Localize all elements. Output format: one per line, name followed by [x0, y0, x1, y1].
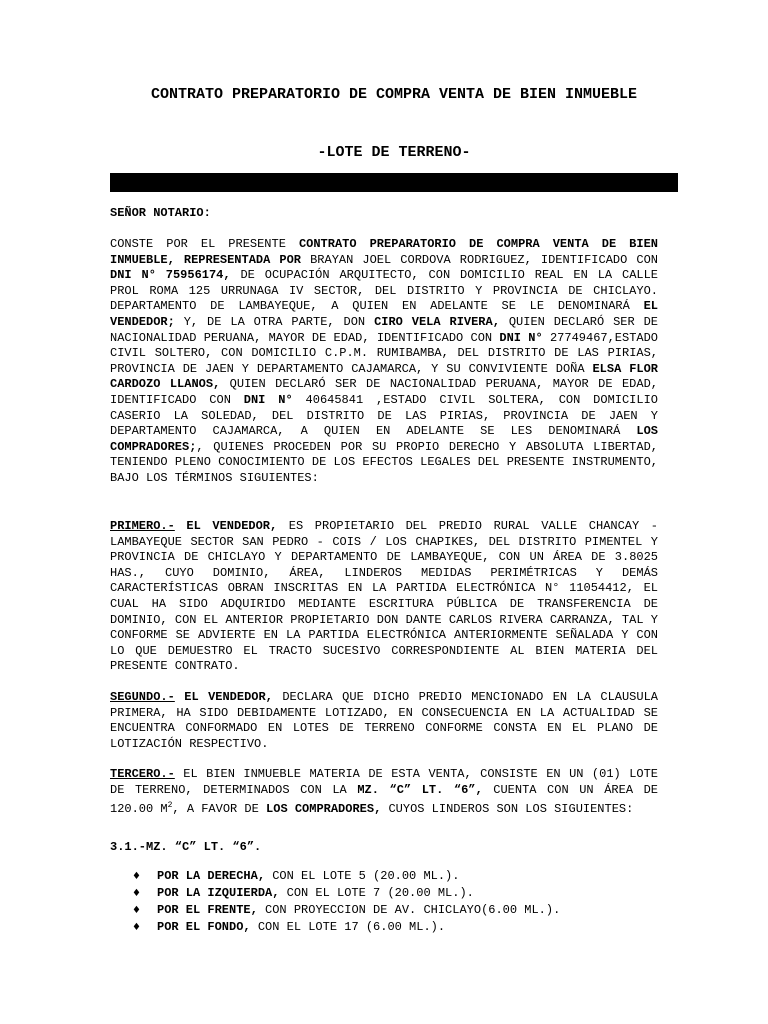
intro-bold: ELSA FLOR CARDOZO LLANOS, [110, 361, 658, 392]
clause-heading: SEGUNDO.- [110, 690, 175, 704]
clause-text: , A FAVOR DE [172, 802, 267, 817]
clause-bold: MZ. “C” LT. “6”, [357, 782, 483, 797]
bullet-bold: POR EL FONDO, [157, 920, 251, 934]
clause-segundo [110, 690, 658, 752]
intro-text: 40645841 ,ESTADO CIVIL SOLTERA, CON DOMICILIO CASERIO LA SOLEDAD, DEL DISTRITO DE LAS PIRIAS, PROVINCIA DE JAEN Y DEPARTAMENTO CAJAMARCA, A QUIEN EN ADELANTE SE LES DENOMINARÁ [110, 392, 658, 439]
section-heading: 3.1.-MZ. “C” LT. “6”. [110, 840, 262, 854]
intro-text: , QUIENES PROCEDEN POR SU PROPIO DERECHO Y ABSOLUTA LIBERTAD, TENIENDO PLENO CONOCIMIENTO DE LOS EFECTOS LEGALES DEL PRESENTE INSTRUMENTO, BAJO LOS TÉRMINOS SIGUIENTES: [110, 439, 658, 485]
clause-bold: EL VENDEDOR, [174, 690, 273, 704]
list-item [132, 919, 692, 936]
intro-text: QUIEN DECLARÓ SER DE NACIONALIDAD PERUANA, MAYOR DE EDAD, IDENTIFICADO CON [110, 377, 658, 407]
clause-text: CUENTA CON UN ÁREA DE 120.00 M [110, 782, 659, 817]
document-title: CONTRATO PREPARATORIO DE COMPRA VENTA DE BIEN INMUEBLE [150, 86, 638, 103]
diamond-bullet-icon: ♦ [132, 905, 141, 916]
superscript: 2 [167, 801, 173, 811]
diamond-bullet-icon: ♦ [132, 888, 141, 899]
bullet-bold: POR LA DERECHA, [157, 869, 266, 883]
intro-bold: CONTRATO PREPARATORIO DE COMPRA VENTA DE BIEN INMUEBLE, REPRESENTADA POR [110, 237, 658, 267]
intro-text: DE OCUPACIÓN ARQUITECTO, CON DOMICILIO REAL EN LA CALLE PROL ROMA 125 URRUNAGA IV SECTOR, DEL DISTRITO Y PROVINCIA DE CHICLAYO. DEPARTAMENTO DE LAMBAYEQUE, A QUIEN EN ADELANTE SE LE DENOMINARÁ [110, 268, 659, 314]
intro-text: BRAYAN JOEL CORDOVA RODRIGUEZ, IDENTIFICADO CON [301, 252, 659, 267]
clause-text: DECLARA QUE DICHO PREDIO MENCIONADO EN LA CLAUSULA PRIMERA, HA SIDO DEBIDAMENTE LOTIZADO, EN CONSECUENCIA EN LA ACTUALIDAD SE ENCUENTRA CONFORMADO EN LOTES DE TERRENO CONFORME CONSTA EN EL PLANO DE LOTIZACIÓN RESPECTIVO. [110, 690, 658, 751]
intro-bold: LOS COMPRADORES; [110, 424, 658, 454]
document-subtitle: -LOTE DE TERRENO- [317, 144, 471, 161]
intro-text: CONSTE POR EL PRESENTE [110, 237, 299, 251]
clause-heading: PRIMERO.- [110, 519, 175, 533]
list-item [132, 902, 692, 919]
boundaries-list [132, 868, 692, 936]
clause-primero [110, 519, 658, 675]
bullet-text: CON PROYECCION DE AV. CHICLAYO(6.00 ML.). [257, 903, 561, 917]
intro-text: 27749467,ESTADO CIVIL SOLTERO, CON DOMICILIO C.P.M. RUMIBAMBA, DEL DISTRITO DE LAS PIRIAS, PROVINCIA DE JAEN Y DEPARTAMENTO CAJAMARCA, Y SU CONVIVIENTE DOÑA [110, 330, 658, 376]
diamond-bullet-icon: ♦ [132, 871, 141, 882]
clause-text: CUYOS LINDEROS SON LOS SIGUIENTES: [381, 802, 634, 817]
bullet-bold: POR LA IZQUIERDA, [157, 886, 280, 900]
redaction-bar [110, 173, 678, 192]
intro-bold: CIRO VELA RIVERA, [374, 314, 500, 329]
section-3-1 [110, 840, 658, 856]
salutation-text: SEÑOR NOTARIO: [110, 206, 211, 220]
intro-paragraph [110, 237, 658, 487]
clause-bold: LOS COMPRADORES, [266, 802, 382, 817]
intro-bold: EL VENDEDOR; [110, 299, 658, 329]
clause-text: EL BIEN INMUEBLE MATERIA DE ESTA VENTA, CONSISTE EN UN (01) LOTE DE TERRENO, DETERMINADOS CON LA [110, 767, 658, 797]
bullet-bold: POR EL FRENTE, [157, 903, 258, 917]
clause-tercero [110, 767, 658, 818]
bullet-text: CON EL LOTE 7 (20.00 ML.). [279, 886, 474, 900]
list-item [132, 885, 692, 902]
clause-heading: TERCERO.- [110, 767, 175, 781]
intro-bold: DNI N° [499, 330, 543, 345]
bullet-text: CON EL LOTE 17 (6.00 ML.). [250, 920, 446, 934]
bullet-text: CON EL LOTE 5 (20.00 ML.). [265, 869, 460, 883]
intro-text: QUIEN DECLARÓ SER DE NACIONALIDAD PERUANA, MAYOR DE EDAD, IDENTIFICADO CON [110, 314, 659, 345]
intro-text: Y, DE LA OTRA PARTE, DON [174, 314, 375, 329]
intro-bold: DNI N° [243, 392, 293, 407]
clause-text: ES PROPIETARIO DEL PREDIO RURAL VALLE CHANCAY - LAMBAYEQUE SECTOR SAN PEDRO - COIS / LOS CHAPIKES, DEL DISTRITO PIMENTEL Y PROVINCIA DE CHICLAYO Y DEPARTAMENTO DE LAMBAYEQUE, CON UN ÁREA DE 3.8025 HAS., CUYO DOMINIO, ÁREA, LINDEROS MEDIDAS PERIMÉTRICAS Y DEMÁS CARACTERÍSTICAS OBRAN INSCRITAS EN LA PARTIDA ELECTRÓNICA N° 11054412, EL CUAL HA SIDO ADQUIRIDO MEDIANTE ESCRITURA PÚBLICA DE TRANSFERENCIA DE DOMINIO, CON EL ANTERIOR PROPIETARIO DON DANTE CARLOS RIVERA CARRANZA, TAL Y CONFORME SE ADVIERTE EN LA PARTIDA ELECTRÓNICA ANTERIORMENTE SEÑALADA Y CON LO QUE DEMUESTRO EL TRACTO SUCESIVO CORRESPONDIENTE AL BIEN MATERIA DEL PRESENTE CONTRATO. [110, 519, 658, 674]
intro-bold: DNI N° 75956174, [110, 268, 231, 283]
clause-bold: EL VENDEDOR, [174, 519, 278, 533]
salutation [110, 206, 658, 222]
list-item [132, 868, 692, 885]
diamond-bullet-icon: ♦ [132, 922, 141, 933]
